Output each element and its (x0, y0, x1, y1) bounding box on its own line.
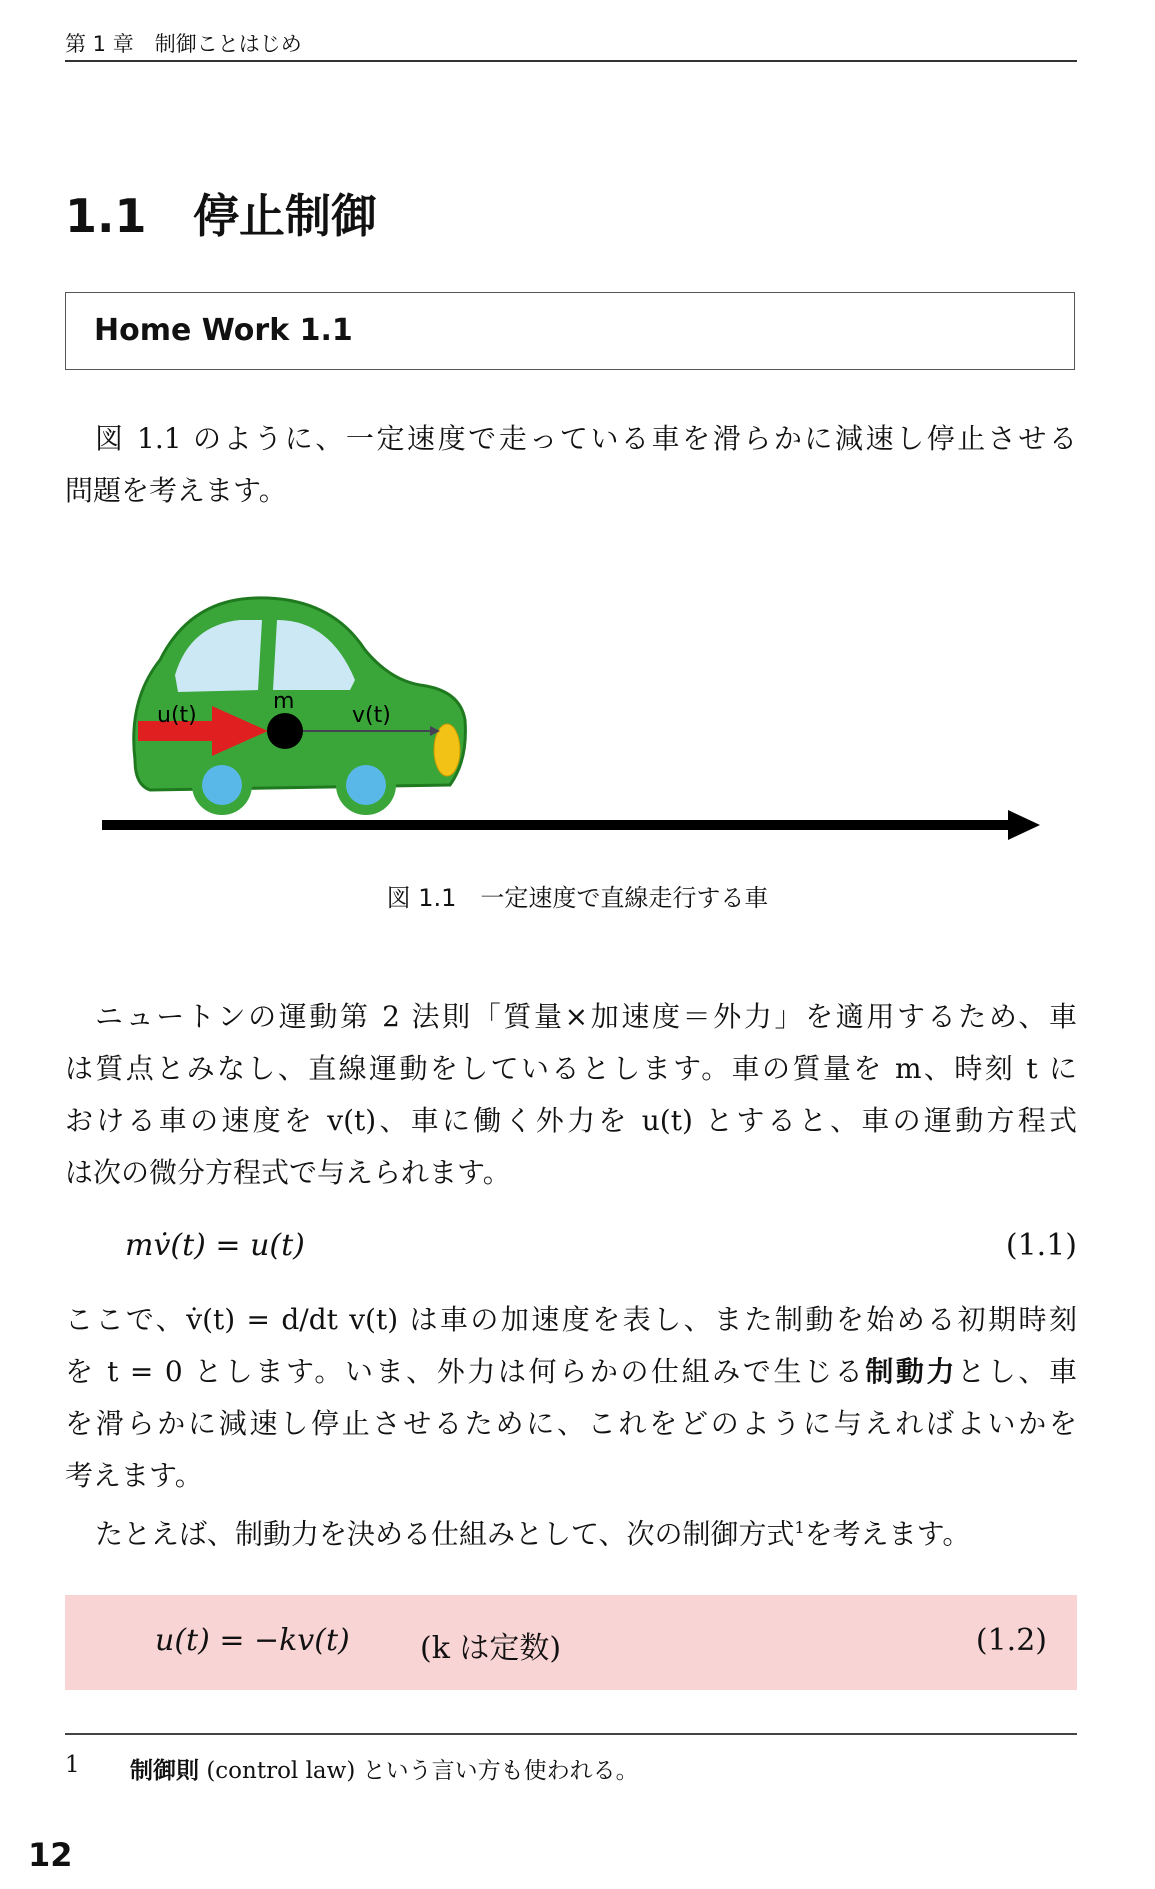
homework-box (65, 292, 1075, 370)
force-label: u(t) (157, 703, 197, 728)
para3-text: を t = 0 とします。いま、外力は何らかの仕組みで生じる (65, 1355, 866, 1388)
para2-line: おける車の速度を v(t)、車に働く外力を u(t) とすると、車の運動方程式 (65, 1104, 1077, 1137)
footnote-body: (control law) という言い方も使われる。 (206, 1758, 639, 1784)
mass-label: m (273, 689, 295, 714)
figure-caption (0, 878, 1155, 913)
ground-arrow-head (1008, 810, 1040, 840)
highlighted-equation-box (65, 1595, 1077, 1690)
homework-label: Home Work 1.1 (94, 313, 353, 348)
footnote-ref[interactable]: 1 (794, 1518, 805, 1537)
para4-text: たとえば、制動力を決める仕組みとして、次の制御方式 (95, 1517, 795, 1551)
para3-line: ここで、v̇(t) = d/dt v(t) は車の加速度を表し、また制動を始める初期時刻 (65, 1303, 1077, 1336)
caption-number: 図 1.1 (386, 884, 457, 912)
para4-tail: を考えます。 (804, 1517, 971, 1551)
footnote-term: 制御則 (130, 1758, 199, 1784)
equation-1-2: u(t) = −kv(t) (155, 1623, 350, 1658)
para1-line: 図 1.1 のように、一定速度で走っている車を滑らかに減速し停止させる (95, 422, 1077, 455)
equation-number-1-2: (1.2) (975, 1623, 1047, 1658)
bold-term-braking-force: 制動力 (865, 1355, 958, 1388)
para4-line (95, 1508, 1077, 1554)
car-figure (0, 580, 1155, 860)
footnote-text (130, 1752, 639, 1785)
para2-line: は次の微分方程式で与えられます。 (65, 1156, 511, 1189)
header-rule (65, 60, 1077, 62)
para2-line: は質点とみなし、直線運動をしているとします。車の質量を m、時刻 t に (65, 1052, 1077, 1085)
para3-text: とし、車 (957, 1355, 1077, 1388)
para3-line: 考えます。 (65, 1459, 203, 1492)
mass-point (267, 713, 303, 749)
footnote-rule (65, 1733, 1077, 1735)
equation-note: (k は定数) (420, 1631, 562, 1666)
section-number: 1.1 (65, 189, 147, 243)
para3-line (65, 1352, 1077, 1392)
section-title (65, 180, 377, 246)
page-number: 12 (28, 1836, 73, 1874)
section-title-text: 停止制御 (193, 189, 377, 243)
running-head: 第 1 章 制御ことはじめ (65, 32, 302, 56)
para3-line: を滑らかに減速し停止させるために、これをどのように与えればよいかを (65, 1407, 1077, 1440)
para1-line: 問題を考えます。 (65, 474, 287, 507)
footnote-mark: 1 (65, 1752, 80, 1778)
velocity-label: v(t) (352, 703, 391, 728)
caption-text: 一定速度で直線走行する車 (480, 884, 769, 912)
equation-number-1-1: (1.1) (1005, 1228, 1077, 1263)
para2-line: ニュートンの運動第 2 法則「質量×加速度＝外力」を適用するため、車 (95, 1000, 1077, 1033)
equation-1-1: mv̇(t) = u(t) (125, 1228, 305, 1263)
